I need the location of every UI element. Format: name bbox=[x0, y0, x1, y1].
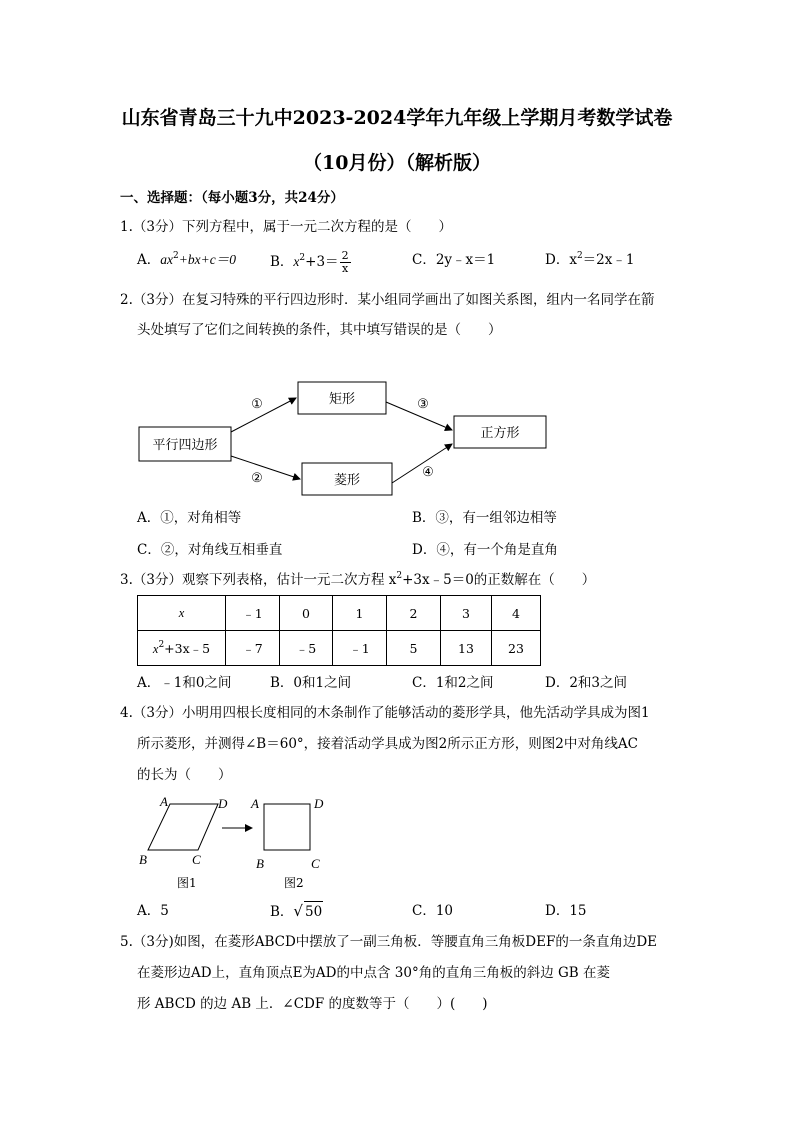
q3-option-d: D．2和3之间 bbox=[545, 675, 628, 691]
q2-relation-diagram bbox=[120, 370, 560, 510]
table-cell: ﹣1 bbox=[333, 631, 387, 666]
q2-option-a: A．①，对角相等 bbox=[137, 510, 242, 526]
fig1-point-b: B bbox=[139, 852, 147, 867]
q1-option-d: D．$x^2=2x﹣1$ bbox=[545, 251, 635, 268]
table-cell: 23 bbox=[492, 631, 541, 666]
q3-option-b: B．0和1之间 bbox=[270, 675, 352, 691]
arrow-label-2: ② bbox=[251, 471, 263, 486]
table-row bbox=[138, 631, 541, 666]
fig2-point-a: A bbox=[251, 796, 259, 811]
q3-option-a: A．﹣1和0之间 bbox=[137, 675, 232, 691]
table-cell: 3 bbox=[441, 596, 492, 631]
arrow-1 bbox=[231, 398, 296, 432]
table-cell: 0 bbox=[280, 596, 333, 631]
fig1-point-a: A bbox=[160, 794, 168, 809]
arrow-label-4: ④ bbox=[422, 465, 434, 480]
arrow-label-3: ③ bbox=[417, 397, 429, 412]
q3-value-table bbox=[137, 595, 541, 666]
q2-option-b: B．③，有一组邻边相等 bbox=[412, 510, 557, 526]
fig2-caption: 图2 bbox=[284, 876, 304, 890]
q4-line-3: 的长为（ ） bbox=[137, 767, 232, 783]
title-line-1: 山东省青岛三十九中2023-2024学年九年级上学期月考数学试卷 bbox=[121, 107, 673, 129]
q1-option-b: B．$x^2+3=$ $\frac{2}{x}$ bbox=[270, 249, 349, 275]
q4-option-c: C．10 bbox=[412, 903, 454, 919]
q2-option-d: D．④，有一个角是直角 bbox=[412, 542, 558, 558]
q3-option-c: C．1和2之间 bbox=[412, 675, 494, 691]
q3-stem: 3.（3分）观察下列表格，估计一元二次方程 $x^2+3x﹣5=0$的正数解在（ ） bbox=[120, 571, 596, 588]
q5-line-2: 在菱形边AD上，直角顶点E为AD的中点含 30°角的直角三角板的斜边 GB 在菱 bbox=[137, 965, 611, 981]
rhombus-shape bbox=[148, 804, 218, 850]
q5-line-1: 5.（3分)如图，在菱形ABCD中摆放了一副三角板．等腰直角三角板DEF的一条直角边DE bbox=[120, 934, 658, 950]
label-square: 正方形 bbox=[480, 426, 520, 441]
title-line-2: （10月份）（解析版） bbox=[303, 152, 491, 174]
table-row bbox=[138, 596, 541, 631]
table-cell: ﹣7 bbox=[226, 631, 280, 666]
label-rectangle: 矩形 bbox=[328, 392, 356, 407]
q2-option-c: C．②，对角线互相垂直 bbox=[137, 542, 283, 558]
table-cell: 13 bbox=[441, 631, 492, 666]
q4-option-a: A．5 bbox=[137, 903, 169, 919]
q4-option-d: D．15 bbox=[545, 903, 587, 919]
q2-line-2: 头处填写了它们之间转换的条件，其中填写错误的是（ ） bbox=[137, 322, 502, 338]
fig2-point-d: D bbox=[314, 796, 324, 811]
fig2-point-c: C bbox=[311, 856, 320, 871]
label-rhombus: 菱形 bbox=[333, 473, 361, 488]
q4-line-1: 4.（3分）小明用四根长度相同的木条制作了能够活动的菱形学具，他先活动学具成为图1 bbox=[120, 705, 650, 721]
q1-stem: 1.（3分）下列方程中，属于一元二次方程的是（ ） bbox=[120, 219, 452, 235]
label-parallelogram: 平行四边形 bbox=[152, 438, 218, 453]
q4-option-b: B．√ 50 bbox=[270, 902, 323, 920]
q1-option-a: A．$ax^2+bx+c=0$ bbox=[137, 251, 236, 268]
arrow-label-1: ① bbox=[251, 397, 263, 412]
arrow-2 bbox=[231, 456, 300, 479]
table-cell: 5 bbox=[387, 631, 441, 666]
section-heading: 一、选择题：（每小题3分，共24分） bbox=[120, 190, 344, 206]
fig1-point-d: D bbox=[218, 796, 228, 811]
fig1-point-c: C bbox=[192, 852, 201, 867]
fig2-point-b: B bbox=[256, 856, 264, 871]
table-cell: 1 bbox=[333, 596, 387, 631]
q5-line-3: 形 ABCD 的边 AB 上．∠CDF 的度数等于（ ）( ) bbox=[137, 996, 488, 1012]
fig1-caption: 图1 bbox=[177, 876, 197, 890]
q4-figures bbox=[130, 790, 350, 895]
q2-line-1: 2.（3分）在复习特殊的平行四边形时．某小组同学画出了如图关系图，组内一名同学在箭 bbox=[120, 292, 655, 308]
table-cell: $x^2+3x﹣5$ bbox=[138, 631, 226, 666]
table-cell: x bbox=[138, 596, 226, 631]
table-cell: ﹣5 bbox=[280, 631, 333, 666]
square-shape bbox=[264, 804, 310, 850]
q1-option-c: C．2y﹣x＝1 bbox=[412, 252, 496, 268]
q4-line-2: 所示菱形，并测得∠B＝60°，接着活动学具成为图2所示正方形，则图2中对角线AC bbox=[137, 736, 638, 752]
table-cell: 2 bbox=[387, 596, 441, 631]
table-cell: ﹣1 bbox=[226, 596, 280, 631]
table-cell: 4 bbox=[492, 596, 541, 631]
